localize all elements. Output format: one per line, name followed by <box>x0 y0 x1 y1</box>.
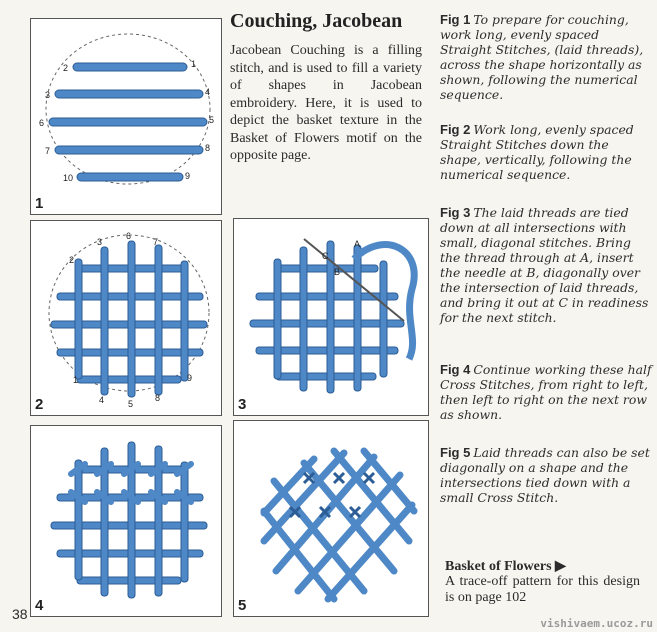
fig5-caption <box>440 445 652 505</box>
fig2-label: 3 <box>97 237 103 247</box>
fig1-label: 2 <box>63 63 69 73</box>
fig3-caption <box>440 205 652 325</box>
fig2-label: 5 <box>128 399 134 409</box>
fig1-label: 4 <box>205 87 211 97</box>
fig-text: Continue working these half Cross Stitches, from right to left, then left to right on the next row as shown. <box>440 362 652 422</box>
figure-panel-5 <box>233 420 429 617</box>
fig2-label: 6 <box>126 231 132 241</box>
fig1-label: 6 <box>39 118 45 128</box>
fig3-vertical-threads <box>274 241 387 393</box>
fig5-diagram <box>234 421 430 618</box>
fig3-label-a: A <box>354 239 361 249</box>
fig2-label: 4 <box>99 395 105 405</box>
fig1-thread <box>55 146 203 154</box>
panel-number: 4 <box>35 597 44 614</box>
fig2-label: 1 <box>73 375 79 385</box>
basket-text: A trace-off pattern for this design is on page 102 <box>445 574 640 605</box>
fig2-diagram <box>31 221 223 417</box>
figure-panel-3 <box>233 218 429 416</box>
fig-text: To prepare for couching, work long, evenly spaced Straight Stitches, (laid threads), across the shape horizontally as shown, following the numerical sequence. <box>440 12 644 102</box>
fig1-thread <box>73 63 187 71</box>
fig1-label: 7 <box>45 146 51 156</box>
fig1-thread <box>55 90 203 98</box>
fig-text: The laid threads are tied down at all intersections with small, diagonal stitches. Bring the thread through at A, insert the needle at B, diagonally over the intersection of laid threads, and bring it out at C in readiness for the next stitch. <box>440 205 649 325</box>
fig2-label: 7 <box>153 237 159 247</box>
fig1-label: 9 <box>185 171 191 181</box>
watermark: vishivaem.ucoz.ru <box>540 617 653 630</box>
fig1-label: 3 <box>45 90 51 100</box>
fig-text: Laid threads can also be set diagonally on a shape and the intersections tied down with a small Cross Stitch. <box>440 445 650 505</box>
fig1-thread <box>49 118 207 126</box>
figure-panel-2 <box>30 220 222 416</box>
intro-paragraph: Jacobean Couching is a filling stitch, and is used to fill a variety of shapes in Jacobean embroidery. Here, it is used to depict the basket texture in the Basket of Flowers motif on the opposite page. <box>230 43 422 163</box>
fig1-label: 10 <box>63 173 74 183</box>
page-number: 38 <box>12 606 28 622</box>
fig1-label: 8 <box>205 143 211 153</box>
fig1-thread <box>77 173 183 181</box>
panel-number: 5 <box>238 597 247 614</box>
fig-label: Fig 2 <box>440 122 471 137</box>
basket-heading: Basket of Flowers ▶ <box>445 559 566 574</box>
fig-text: Work long, evenly spaced Straight Stitches down the shape, vertically, following the numerical sequence. <box>440 122 634 182</box>
fig2-caption <box>440 122 652 182</box>
fig1-label: 1 <box>191 59 197 69</box>
fig4-diagram <box>31 426 223 618</box>
fig3-diagram <box>234 219 430 417</box>
fig2-vertical-threads <box>75 241 188 397</box>
fig2-label: 8 <box>155 393 161 403</box>
fig-label: Fig 5 <box>440 445 471 460</box>
fig2-label: 2 <box>69 255 75 265</box>
figure-panel-1 <box>30 18 222 215</box>
fig2-label: 9 <box>187 373 193 383</box>
panel-number: 3 <box>238 396 247 413</box>
fig4-caption <box>440 362 652 422</box>
fig1-caption <box>440 12 652 102</box>
page-title: Couching, Jacobean <box>230 10 403 32</box>
fig-label: Fig 3 <box>440 205 471 220</box>
fig1-diagram <box>31 19 223 216</box>
panel-number: 1 <box>35 195 44 212</box>
fig1-label: 5 <box>209 115 215 125</box>
fig1-outline <box>46 34 210 184</box>
fig-label: Fig 4 <box>440 362 471 377</box>
fig3-label-b: B <box>334 267 341 277</box>
fig3-label-c: C <box>322 251 329 261</box>
panel-number: 2 <box>35 396 44 413</box>
figure-panel-4 <box>30 425 222 617</box>
fig-label: Fig 1 <box>440 12 471 27</box>
